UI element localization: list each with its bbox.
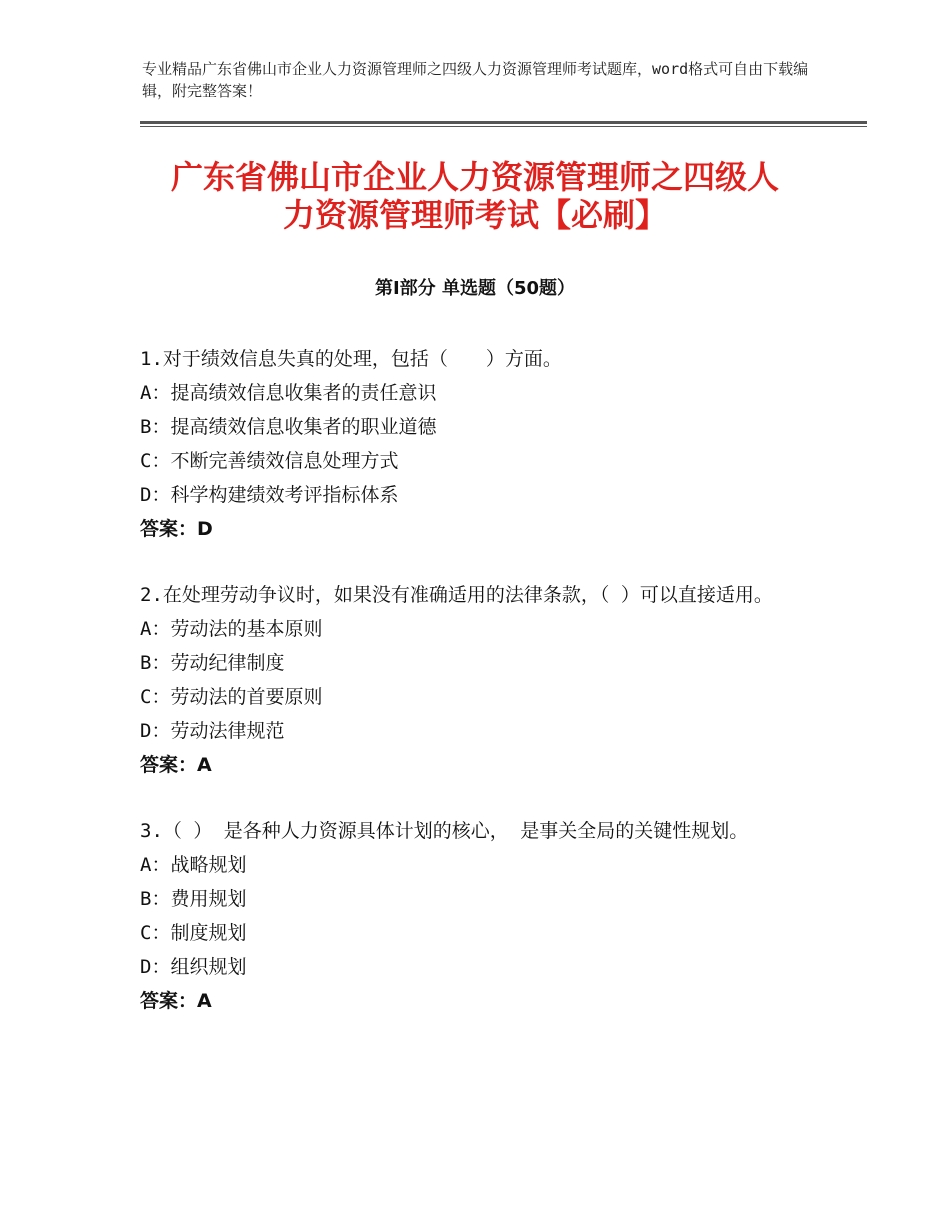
question-stem: 2.在处理劳动争议时，如果没有准确适用的法律条款，（ ）可以直接适用。 <box>140 584 773 606</box>
answer: 答案：A <box>140 754 212 776</box>
option-b: B：提高绩效信息收集者的职业道德 <box>140 416 437 438</box>
option-d: D：科学构建绩效考评指标体系 <box>140 484 399 506</box>
document-title-line-2: 力资源管理师考试【必刷】 <box>282 196 667 234</box>
question-1 <box>140 342 812 546</box>
document-title <box>100 158 850 234</box>
option-b: B：劳动纪律制度 <box>140 652 285 674</box>
question-3 <box>140 814 812 1018</box>
section-title: 第Ⅰ部分 单选题（50题） <box>374 278 575 299</box>
header-divider-thin <box>140 126 867 127</box>
question-stem: 3.（ ） 是各种人力资源具体计划的核心， 是事关全局的关键性规划。 <box>140 820 749 842</box>
question-list <box>140 342 812 1050</box>
document-title-line-1: 广东省佛山市企业人力资源管理师之四级人 <box>170 158 779 196</box>
option-a: A：劳动法的基本原则 <box>140 618 323 640</box>
option-c: C：不断完善绩效信息处理方式 <box>140 450 399 472</box>
option-c: C：劳动法的首要原则 <box>140 686 323 708</box>
header-note: 专业精品广东省佛山市企业人力资源管理师之四级人力资源管理师考试题库，word格式可自由下载编辑，附完整答案！ <box>142 60 809 100</box>
answer: 答案：D <box>140 518 213 540</box>
option-c: C：制度规划 <box>140 922 247 944</box>
option-a: A：战略规划 <box>140 854 247 876</box>
option-d: D：劳动法律规范 <box>140 720 285 742</box>
question-2 <box>140 578 812 782</box>
answer: 答案：A <box>140 990 212 1012</box>
option-a: A：提高绩效信息收集者的责任意识 <box>140 382 437 404</box>
header-divider-thick <box>140 121 867 124</box>
option-d: D：组织规划 <box>140 956 247 978</box>
question-stem: 1.对于绩效信息失真的处理，包括（ ）方面。 <box>140 348 562 370</box>
option-b: B：费用规划 <box>140 888 247 910</box>
